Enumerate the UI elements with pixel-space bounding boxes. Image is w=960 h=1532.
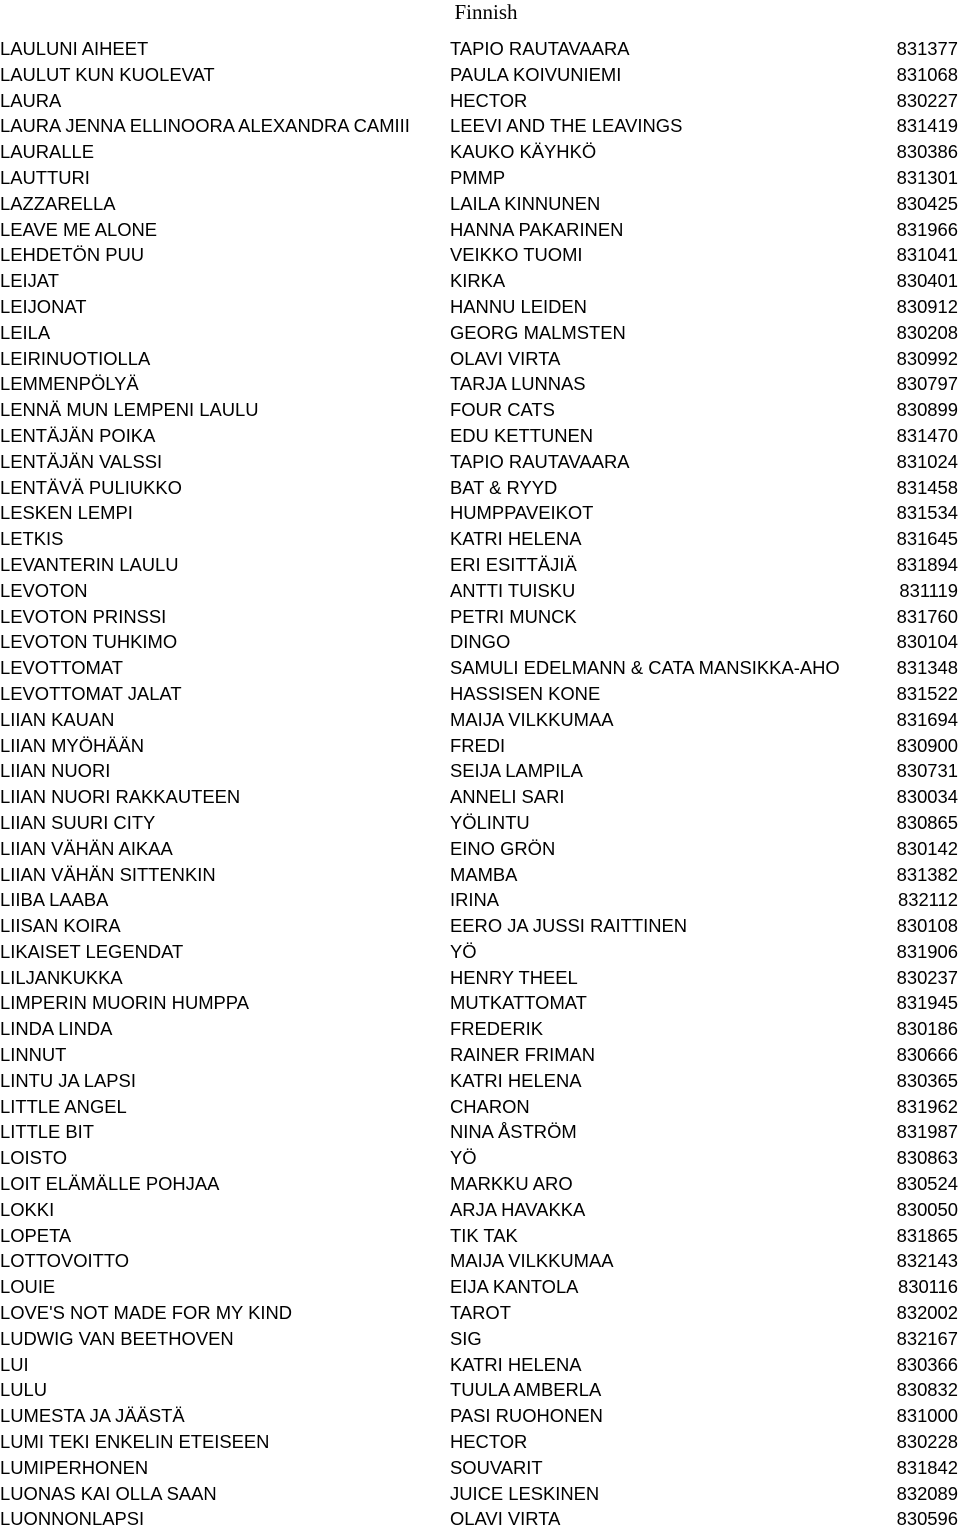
song-title: LENTÄJÄN VALSSI [0,450,163,472]
song-artist: HANNU LEIDEN [450,295,587,317]
song-title: LAUTTURI [0,166,90,188]
song-artist: RAINER FRIMAN [450,1044,596,1066]
song-title: LUMESTA JA JÄÄSTÄ [0,1405,185,1427]
song-row [0,165,960,191]
song-row [0,965,960,991]
song-code: 830992 [896,347,958,369]
song-code: 830104 [896,631,958,653]
song-code: 831760 [896,605,958,627]
song-artist: TAROT [450,1302,511,1324]
song-code: 830900 [896,734,958,756]
song-code: 831348 [896,657,958,679]
song-title: LINDA LINDA [0,1018,113,1040]
song-title: LIIAN SUURI CITY [0,811,156,833]
song-code: 830228 [896,1431,958,1453]
song-code: 830034 [896,786,958,808]
song-artist: KATRI HELENA [450,528,582,550]
song-artist: BAT & RYYD [450,476,558,498]
song-artist: HECTOR [450,1431,528,1453]
song-row [0,397,960,423]
song-artist: PMMP [450,166,506,188]
song-row [0,1274,960,1300]
song-title: LIKAISET LEGENDAT [0,940,184,962]
song-artist: DINGO [450,631,511,653]
song-row [0,346,960,372]
song-artist: KATRI HELENA [450,1069,582,1091]
song-artist: MAIJA VILKKUMAA [450,1250,614,1272]
song-row [0,1403,960,1429]
song-artist: MAIJA VILKKUMAA [450,708,614,730]
song-code: 831000 [896,1405,958,1427]
song-row [0,629,960,655]
song-title: LEMMENPÖLYÄ [0,373,139,395]
song-title: LEHDETÖN PUU [0,244,145,266]
song-artist: CHARON [450,1095,530,1117]
song-title: LAURA [0,89,62,111]
song-title: LUMIPERHONEN [0,1456,149,1478]
song-title: LEVOTON [0,579,88,601]
song-code: 831470 [896,424,958,446]
song-artist: JUICE LESKINEN [450,1482,600,1504]
song-row [0,862,960,888]
song-row [0,655,960,681]
song-code: 831842 [896,1456,958,1478]
song-title: LEVOTTOMAT JALAT [0,682,182,704]
song-title: LIIAN VÄHÄN SITTENKIN [0,863,216,885]
song-title: LEVOTTOMAT [0,657,123,679]
song-title: LOTTOVOITTO [0,1250,130,1272]
song-code: 830425 [896,192,958,214]
song-row [0,1352,960,1378]
song-artist: TAPIO RAUTAVAARA [450,38,630,59]
song-code: 830899 [896,399,958,421]
song-code: 830912 [896,295,958,317]
song-code: 831865 [896,1224,958,1246]
song-code: 831068 [896,63,958,85]
song-row [0,913,960,939]
language-heading: Finnish [454,0,518,24]
song-artist: OLAVI VIRTA [450,347,561,369]
song-title: LEIRINUOTIOLLA [0,347,151,369]
song-row [0,681,960,707]
song-artist: SEIJA LAMPILA [450,760,583,782]
song-title: LUONNONLAPSI [0,1508,145,1530]
song-artist: FOUR CATS [450,399,555,421]
song-code: 830797 [896,373,958,395]
song-title: LEVOTON PRINSSI [0,605,167,627]
song-code: 831966 [896,218,958,240]
song-title: LAURA JENNA ELLINOORA ALEXANDRA CAMIII [0,115,410,137]
song-title: LIIAN NUORI [0,760,111,782]
song-row [0,88,960,114]
song-artist: TUULA AMBERLA [450,1379,602,1401]
song-artist: FREDI [450,734,506,756]
song-row [0,990,960,1016]
song-code: 830524 [896,1173,958,1195]
song-code: 830386 [896,141,958,163]
song-title: LOPETA [0,1224,72,1246]
song-title: LETKIS [0,528,64,550]
song-row [0,733,960,759]
song-code: 831301 [896,166,958,188]
song-title: LENNÄ MUN LEMPENI LAULU [0,399,259,421]
song-title: LIISAN KOIRA [0,915,121,937]
song-code: 831894 [896,553,958,575]
song-code: 832143 [896,1250,958,1272]
song-row [0,1300,960,1326]
song-code: 830050 [896,1198,958,1220]
song-code: 831041 [896,244,958,266]
song-row [0,191,960,217]
song-row [0,810,960,836]
song-artist: ANNELI SARI [450,786,565,808]
song-row [0,475,960,501]
song-row [0,423,960,449]
song-title: LOIT ELÄMÄLLE POHJAA [0,1173,220,1195]
song-title: LEAVE ME ALONE [0,218,158,240]
song-row [0,294,960,320]
song-row [0,113,960,139]
song-artist: TARJA LUNNAS [450,373,586,395]
song-code: 832167 [896,1327,958,1349]
song-code: 831645 [896,528,958,550]
song-row [0,1506,960,1532]
song-artist: TAPIO RAUTAVAARA [450,450,630,472]
song-row [0,1094,960,1120]
song-row [0,887,960,913]
song-row [0,552,960,578]
song-code: 830596 [896,1508,958,1530]
song-row [0,1223,960,1249]
song-code: 831906 [896,940,958,962]
song-artist: SOUVARIT [450,1456,543,1478]
song-row [0,836,960,862]
song-artist: MARKKU ARO [450,1173,573,1195]
song-title: LOUIE [0,1276,56,1298]
song-artist: YÖ [450,940,477,962]
song-title: LIIAN MYÖHÄÄN [0,734,145,756]
song-code: 830208 [896,321,958,343]
song-artist: EIJA KANTOLA [450,1276,579,1298]
song-artist: ERI ESITTÄJIÄ [450,553,577,575]
song-title: LUONAS KAI OLLA SAAN [0,1482,217,1504]
song-code: 830116 [897,1276,958,1298]
song-artist: YÖ [450,1147,477,1169]
song-row [0,939,960,965]
song-row [0,1042,960,1068]
song-title: LIIBA LAABA [0,889,109,911]
song-code: 831024 [896,450,958,472]
song-artist: SIG [450,1327,482,1349]
song-title: LEVOTON TUHKIMO [0,631,178,653]
song-row [0,1326,960,1352]
song-code: 831962 [896,1095,958,1117]
song-artist: HASSISEN KONE [450,682,601,704]
song-title: LITTLE ANGEL [0,1095,127,1117]
song-row [0,1068,960,1094]
song-code: 830366 [896,1353,958,1375]
song-row [0,1171,960,1197]
song-artist: KIRKA [450,270,506,292]
song-code: 830227 [896,89,958,111]
song-code: 831694 [896,708,958,730]
song-title: LEIJONAT [0,295,87,317]
song-title: LUDWIG VAN BEETHOVEN [0,1327,234,1349]
song-title: LENTÄVÄ PULIUKKO [0,476,182,498]
song-artist: EINO GRÖN [450,837,556,859]
song-artist: ARJA HAVAKKA [450,1198,586,1220]
song-row [0,604,960,630]
song-code: 830237 [896,966,958,988]
song-artist: EDU KETTUNEN [450,424,594,446]
song-list [0,36,960,1532]
song-code: 830731 [896,760,958,782]
song-title: LAURALLE [0,141,95,163]
song-code: 830863 [896,1147,958,1169]
song-title: LOKKI [0,1198,55,1220]
page-header [0,0,960,28]
song-code: 830365 [896,1069,958,1091]
song-row [0,320,960,346]
song-code: 831419 [896,115,958,137]
song-artist: KATRI HELENA [450,1353,582,1375]
song-row [0,62,960,88]
song-artist: HENRY THEEL [450,966,578,988]
song-row [0,139,960,165]
song-artist: YÖLINTU [450,811,530,833]
song-title: LUI [0,1353,29,1375]
song-title: LOVE'S NOT MADE FOR MY KIND [0,1302,293,1324]
song-row [0,1377,960,1403]
song-title: LINNUT [0,1044,67,1066]
song-code: 831534 [896,502,958,524]
song-artist: EERO JA JUSSI RAITTINEN [450,915,688,937]
song-code: 830108 [896,915,958,937]
song-code: 832002 [896,1302,958,1324]
song-title: LIMPERIN MUORIN HUMPPA [0,992,249,1014]
song-row [0,371,960,397]
song-title: LAULUT KUN KUOLEVAT [0,63,215,85]
song-row [0,1481,960,1507]
song-artist: IRINA [450,889,500,911]
song-code: 830865 [896,811,958,833]
song-code: 832112 [897,889,958,911]
song-title: LEIJAT [0,270,59,292]
song-title: LIIAN VÄHÄN AIKAA [0,837,173,859]
song-artist: PASI RUOHONEN [450,1405,603,1427]
song-code: 831119 [899,579,958,601]
song-code: 830401 [896,270,958,292]
song-title: LINTU JA LAPSI [0,1069,136,1091]
song-row [0,242,960,268]
song-artist: PAULA KOIVUNIEMI [450,63,622,85]
song-code: 831377 [896,38,958,59]
song-row [0,784,960,810]
song-row [0,1455,960,1481]
song-artist: MAMBA [450,863,518,885]
song-row [0,1145,960,1171]
song-artist: HANNA PAKARINEN [450,218,624,240]
song-code: 831382 [896,863,958,885]
song-artist: FREDERIK [450,1018,543,1040]
song-title: LAULUNI AIHEET [0,38,149,59]
song-title: LULU [0,1379,48,1401]
song-title: LEVANTERIN LAULU [0,553,179,575]
song-row [0,268,960,294]
song-code: 831522 [896,682,958,704]
song-artist: GEORG MALMSTEN [450,321,626,343]
song-title: LIIAN KAUAN [0,708,115,730]
song-row [0,500,960,526]
song-code: 830142 [896,837,958,859]
song-artist: ANTTI TUISKU [450,579,576,601]
song-artist: LEEVI AND THE LEAVINGS [450,115,683,137]
song-title: LAZZARELLA [0,192,116,214]
song-row [0,526,960,552]
song-row [0,1248,960,1274]
song-title: LILJANKUKKA [0,966,123,988]
song-row [0,1016,960,1042]
song-row [0,1119,960,1145]
song-title: LOISTO [0,1147,68,1169]
song-artist: HUMPPAVEIKOT [450,502,594,524]
song-row [0,1197,960,1223]
song-artist: LAILA KINNUNEN [450,192,601,214]
song-artist: HECTOR [450,89,528,111]
song-code: 830832 [896,1379,958,1401]
song-code: 831945 [896,992,958,1014]
song-artist: MUTKATTOMAT [450,992,587,1014]
song-row [0,578,960,604]
song-title: LESKEN LEMPI [0,502,133,524]
song-title: LENTÄJÄN POIKA [0,424,156,446]
song-title: LITTLE BIT [0,1121,95,1143]
song-code: 831987 [896,1121,958,1143]
song-artist: NINA ÅSTRÖM [450,1121,577,1143]
song-artist: OLAVI VIRTA [450,1508,561,1530]
song-code: 830186 [896,1018,958,1040]
song-row [0,1429,960,1455]
song-title: LIIAN NUORI RAKKAUTEEN [0,786,241,808]
song-row [0,707,960,733]
song-row [0,758,960,784]
song-artist: VEIKKO TUOMI [450,244,583,266]
song-row [0,217,960,243]
song-title: LUMI TEKI ENKELIN ETEISEEN [0,1431,270,1453]
song-artist: PETRI MUNCK [450,605,577,627]
song-artist: SAMULI EDELMANN & CATA MANSIKKA-AHO [450,657,840,679]
song-code: 831458 [896,476,958,498]
song-code: 832089 [896,1482,958,1504]
song-code: 830666 [896,1044,958,1066]
song-title: LEILA [0,321,51,343]
song-artist: TIK TAK [450,1224,518,1246]
song-artist: KAUKO KÄYHKÖ [450,141,597,163]
song-row [0,36,960,62]
song-row [0,449,960,475]
